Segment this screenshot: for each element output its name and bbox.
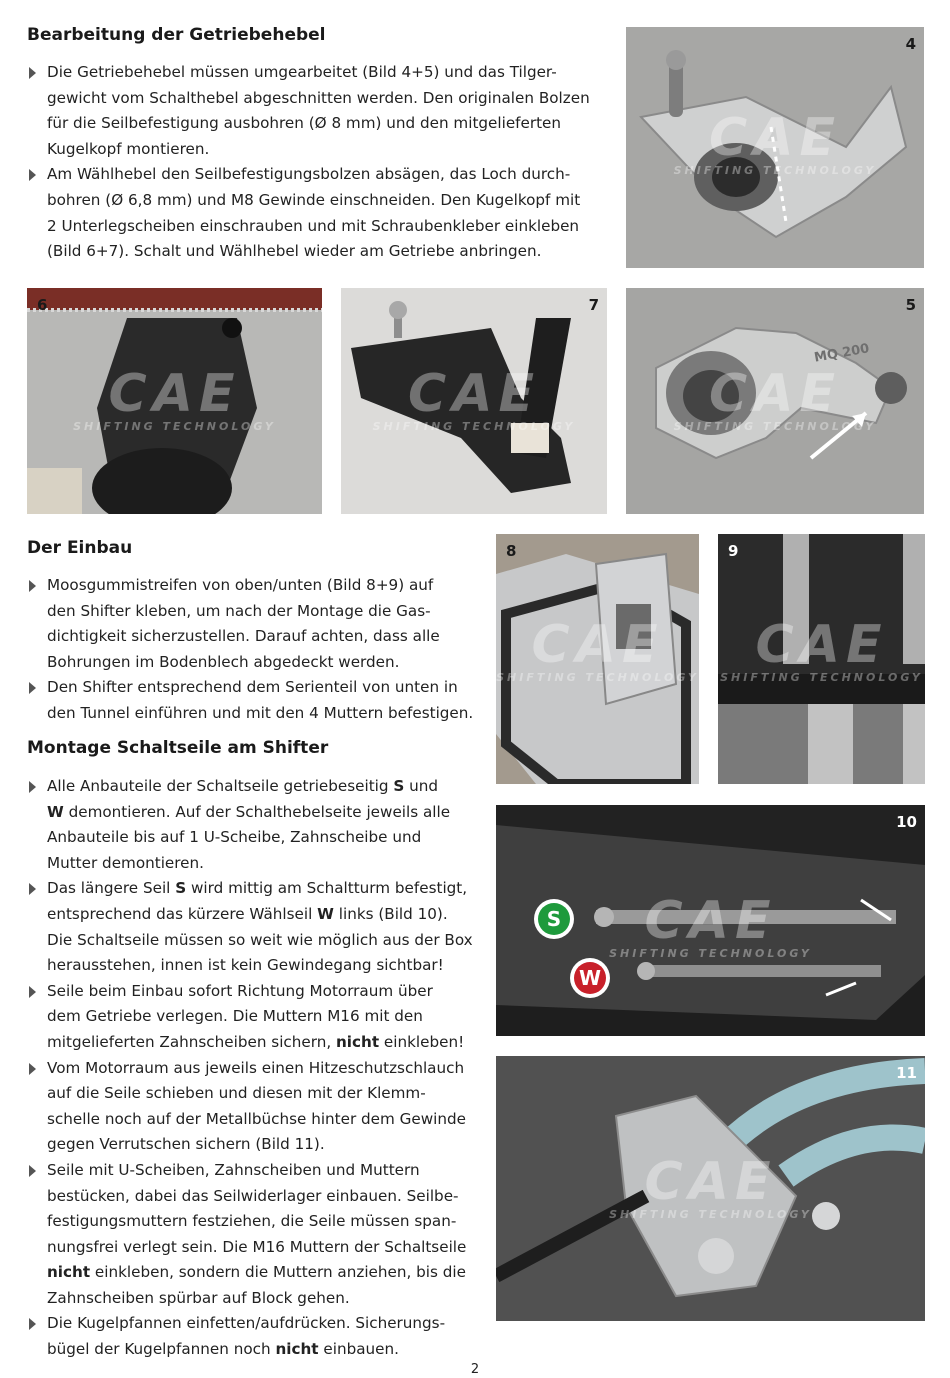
list-getriebehebel [27,60,617,265]
photo-number: 4 [905,35,916,53]
photo-7-selector-lever-ballhead [341,288,607,514]
bullet-item: Die Kugelpfannen einfetten/aufdrücken. Sicherungs- bügel der Kugelpfannen noch nicht einbauen. [27,1311,487,1362]
heading-einbau: Der Einbau [27,538,133,558]
watermark: CAE SHIFTING TECHNOLOGY [73,364,276,433]
bullet-item: Am Wählhebel den Seilbefestigungsbolzen absägen, das Loch durch- bohren (Ø 6,8 mm) und M8 Gewinde einschneiden. Den Kugelkopf mit 2 Unterlegscheiben einschrauben und mit Schraubenkleber einkleben (Bild 6+7). Schalt und Wählhebel wieder am Getriebe anbringen. [27,162,617,264]
photo-number: 7 [588,296,599,314]
photo-8-shifter-top [496,534,699,784]
photo-6-selector-lever [27,288,322,514]
heading-getriebehebel: Bearbeitung der Getriebehebel [27,25,326,45]
bullet-item: Das längere Seil S wird mittig am Schaltturm befestigt, entsprechend das kürzere Wählseil W links (Bild 10). Die Schaltseile müssen so weit wie möglich aus der Box herausstehen, innen ist kein Gewindegang sichtbar! [27,876,487,978]
photo-number: 6 [37,296,48,314]
bullet-item: Den Shifter entsprechend dem Serienteil von unten in den Tunnel einführen und mit den 4 Muttern befestigen. [27,675,487,726]
watermark: CAE SHIFTING TECHNOLOGY [720,615,923,684]
photo-5-modified-lever [626,288,924,514]
photo-number: 10 [896,813,917,831]
photo-number: 9 [728,542,739,560]
bullet-item: Vom Motorraum aus jeweils einen Hitzeschutzschlauch auf die Seile schieben und diesen mit der Klemm- schelle noch auf der Metallbüchse hinter dem Gewinde gegen Verrutschen sichern (Bild 11). [27,1056,487,1158]
badge-s: S [534,899,574,939]
photo-number: 5 [905,296,916,314]
watermark: CAE SHIFTING TECHNOLOGY [372,364,576,433]
watermark: CAE SHIFTING TECHNOLOGY [609,1152,812,1221]
photo-number: 8 [506,542,517,560]
bullet-item: Alle Anbauteile der Schaltseile getriebeseitig S und W demontieren. Auf der Schalthebelseite jeweils alle Anbauteile bis auf 1 U-Scheibe, Zahnscheibe und Mutter demontieren. [27,774,487,876]
list-montage [27,774,487,1363]
heading-montage: Montage Schaltseile am Shifter [27,738,329,758]
bullet-item: Die Getriebehebel müssen umgearbeitet (Bild 4+5) und das Tilger- gewicht vom Schalthebel abgeschnitten werden. Den originalen Bolzen für die Seilbefestigung ausbohren (Ø 8 mm) und den mitgelieferten Kugelkopf montieren. [27,60,617,162]
photo-11-heat-protection [496,1056,925,1321]
bullet-item: Seile beim Einbau sofort Richtung Motorraum über dem Getriebe verlegen. Die Muttern M16 mit den mitgelieferten Zahnscheiben sichern, nicht einkleben! [27,979,487,1056]
watermark: CAE SHIFTING TECHNOLOGY [496,615,699,684]
watermark: CAE SHIFTING TECHNOLOGY [609,891,812,960]
photo-10-cable-mounting [496,805,925,1036]
photo-number: 11 [896,1064,917,1082]
page-number: 2 [470,1362,480,1377]
list-einbau [27,573,487,727]
part-marking-label: MQ 200 [813,341,871,366]
watermark: CAE SHIFTING TECHNOLOGY [673,364,877,433]
badge-w: W [570,958,610,998]
watermark: CAE SHIFTING TECHNOLOGY [673,108,877,177]
bullet-item: Moosgummistreifen von oben/unten (Bild 8+9) auf den Shifter kleben, um nach der Montage die Gas- dichtigkeit sicherzustellen. Darauf achten, dass alle Bohrungen im Bodenblech abgedeckt werden. [27,573,487,675]
photo-9-shifter-bottom [718,534,925,784]
photo-4-shift-lever [626,27,924,268]
bullet-item: Seile mit U-Scheiben, Zahnscheiben und Muttern bestücken, dabei das Seilwiderlager einbauen. Seilbe- festigungsmuttern festziehen, die Seile müssen span- nungsfrei verlegt sein. Die M16 Muttern der Schaltseile nicht einkleben, sondern die Muttern anziehen, bis die Zahnscheiben spürbar auf Block gehen. [27,1158,487,1312]
